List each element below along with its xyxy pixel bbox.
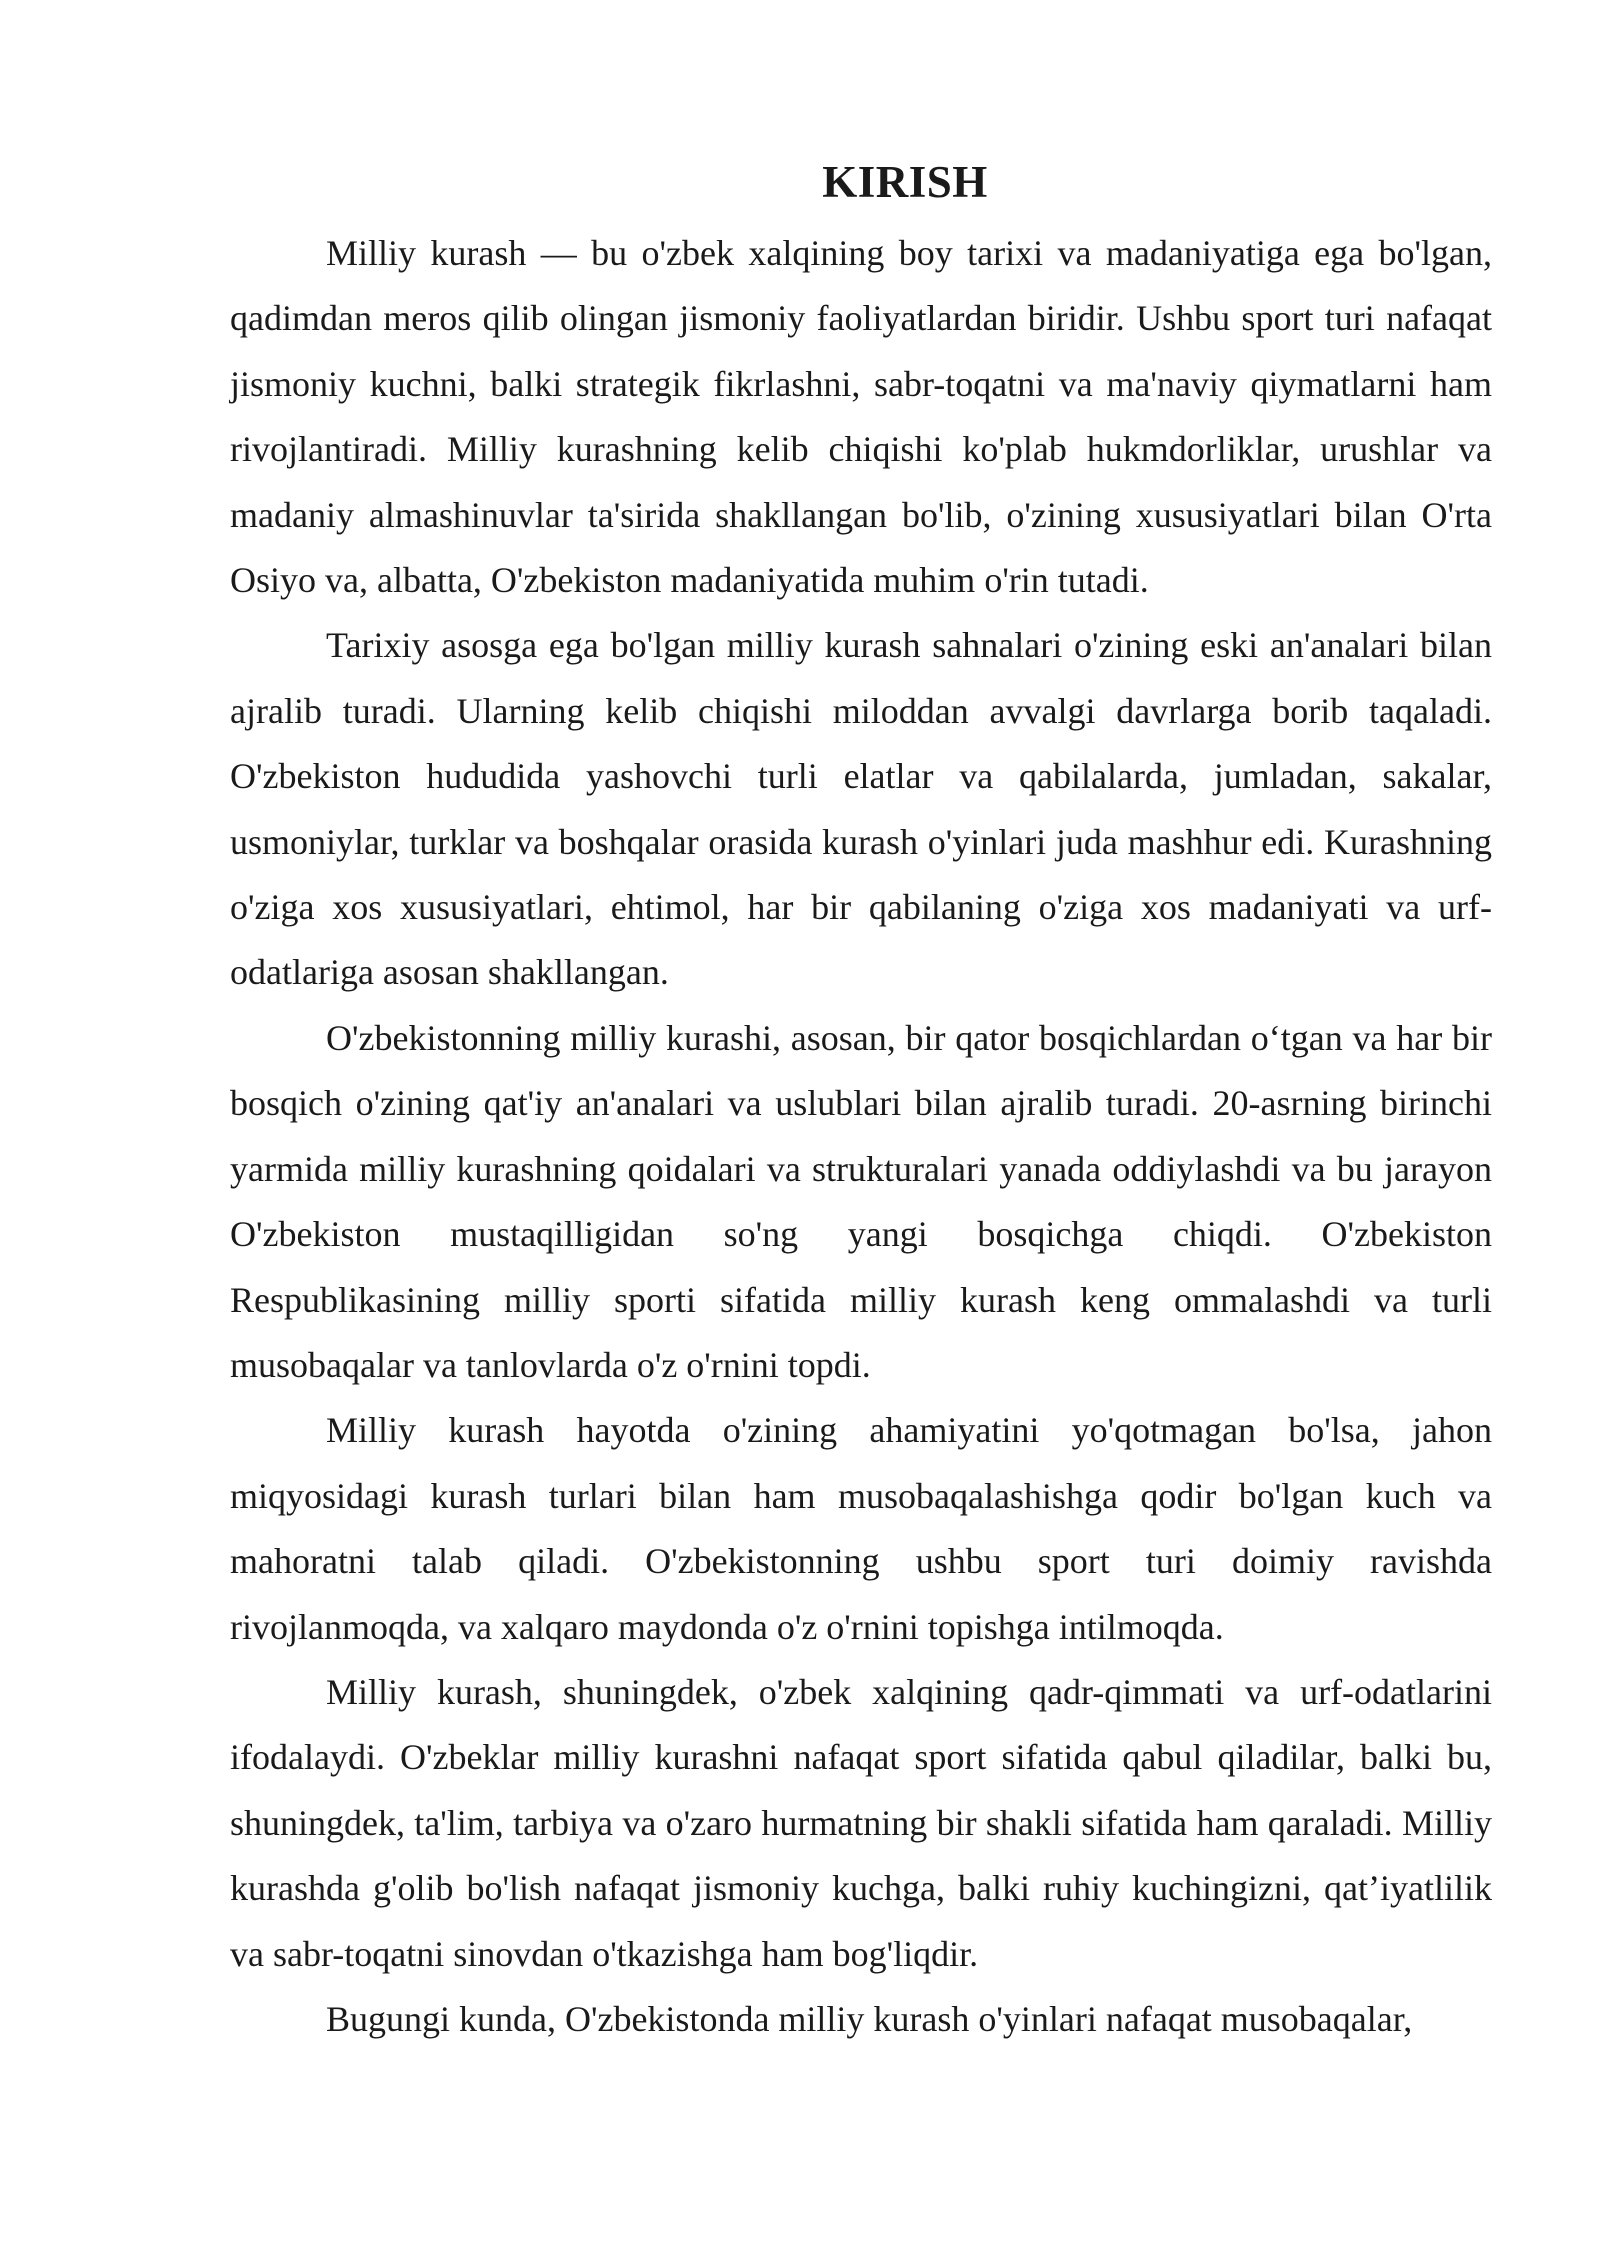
paragraph-5: Milliy kurash, shuningdek, o'zbek xalqining qadr-qimmati va urf-odatlarini ifodalaydi. O'zbeklar milliy kurashni nafaqat sport sifatida qabul qiladilar, balki bu, shuningdek, ta'lim, tarbiya va o'zaro hurmatning bir shakli sifatida ham qaraladi. Milliy kurashda g'olib bo'lish nafaqat jismoniy kuchga, balki ruhiy kuchingizni, qat’iyatlilik va sabr-toqatni sinovdan o'tkazishga ham bog'liqdir. (230, 1671, 1492, 1974)
paragraph-1: Milliy kurash — bu o'zbek xalqining boy tarixi va madaniyatiga ega bo'lgan, qadimdan meros qilib olingan jismoniy faoliyatlardan biridir. Ushbu sport turi nafaqat jismoniy kuchni, balki strategik fikrlashni, sabr-toqatni va ma'naviy qiymatlarni ham rivojlantiradi. Milliy kurashning kelib chiqishi ko'plab hukmdorliklar, urushlar va madaniy almashinuvlar ta'sirida shakllangan bo'lib, o'zining xususiyatlari bilan O'rta Osiyo va, albatta, O'zbekiston madaniyatida muhim o'rin tutadi. (230, 233, 1492, 601)
paragraph-6: Bugungi kunda, O'zbekistonda milliy kurash o'yinlari nafaqat musobaqalar, (326, 1998, 1413, 2039)
page-title: KIRISH (822, 157, 988, 207)
paragraph-2: Tarixiy asosga ega bo'lgan milliy kurash sahnalari o'zining eski an'analari bilan ajralib turadi. Ularning kelib chiqishi miloddan avvalgi davrlarga borib taqaladi. O'zbekiston hududida yashovchi turli elatlar va qabilalarda, jumladan, sakalar, usmoniylar, turklar va boshqalar orasida kurash o'yinlari juda mashhur edi. Kurashning o'ziga xos xususiyatlari, ehtimol, har bir qabilaning o'ziga xos madaniyati va urf-odatlariga asosan shakllangan. (230, 625, 1492, 993)
document-body (230, 150, 1492, 2052)
paragraph-3: O'zbekistonning milliy kurashi, asosan, bir qator bosqichlardan o‘tgan va har bir bosqich o'zining qat'iy an'analari va uslublari bilan ajralib turadi. 20-asrning birinchi yarmida milliy kurashning qoidalari va strukturalari yanada oddiylashdi va bu jarayon O'zbekiston mustaqilligidan so'ng yangi bosqichga chiqdi. O'zbekiston Respublikasining milliy sporti sifatida milliy kurash keng ommalashdi va turli musobaqalar va tanlovlarda o'z o'rnini topdi. (230, 1017, 1492, 1385)
paragraph-4: Milliy kurash hayotda o'zining ahamiyatini yo'qotmagan bo'lsa, jahon miqyosidagi kurash turlari bilan ham musobaqalashishga qodir bo'lgan kuch va mahoratni talab qiladi. O'zbekistonning ushbu sport turi doimiy ravishda rivojlanmoqda, va xalqaro maydonda o'z o'rnini topishga intilmoqda. (230, 1410, 1492, 1647)
